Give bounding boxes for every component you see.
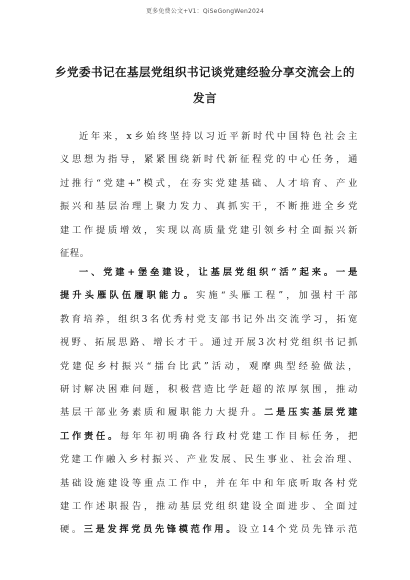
body-text: 硬。 [60,524,84,536]
subheading-1: 提升头雁队伍履职能力。 [60,290,197,302]
intro-line: 振兴和基层治理上聚力发力、真抓实干，不断推进全乡党 [60,201,358,213]
intro-line: 建工作提质增效，实现以高质量党建引领乡村全面振兴新 [60,224,358,236]
body-line [60,425,358,448]
body-line [60,401,358,424]
body-line [60,284,358,307]
subheading-3: 三是发挥党员先锋模范作用。 [83,524,239,536]
body-text: 基层干部业务素质和履职能力大提升。 [60,407,265,419]
document-title-line-1: 乡党委书记在基层党组织书记谈党建经验分享交流会上的 [55,65,355,79]
subheading-2: 二是压实基层党建 [264,407,358,419]
body-text: 实施“头雁工程”，加强村干部 [196,290,358,302]
intro-line: 近年来，x乡始终坚持以习近平新时代中国特色社会主 [79,131,358,142]
body-line: 党建促乡村振兴“擂台比武”活动，观摩典型经验做法， [60,360,358,372]
body-line: 教育培养，组织3名优秀村党支部书记外出交流学习，拓宽 [60,313,358,325]
intro-line: 义思想为指导，紧紧围绕新时代新征程党的中心任务，通 [60,154,358,166]
section-1-heading: 一、党建+堡垒建设，让基层党组织“活”起来。一是 [79,267,358,278]
intro-paragraph [60,125,358,265]
body-line: 建工作述职报告，推动基层党组织建设全面进步、全面过 [60,500,358,512]
intro-line: 过推行“党建+”模式，在夯实党建基础、人才培育、产业 [60,177,358,189]
section-1-paragraph [60,261,358,542]
body-line: 党建工作融入乡村振兴、产业发展、民生事业、社会治理、 [60,454,358,466]
body-line: 研讨解决困难问题，积极营造比学赶超的浓厚氛围，推动 [60,383,358,395]
header-watermark: 更多免费公文+V1：QiSeGongWen2024 [145,8,265,15]
document-title-line-2: 发言 [193,91,217,105]
body-text: 设立14个党员先锋示范 [238,524,358,536]
body-line: 视野、拓展思路、增长才干。通过开展3次村党组织书记抓 [60,337,358,349]
body-line: 基础设施建设等重点工作中，并在年中和年底听取各村党 [60,477,358,489]
body-text: 每年年初明确各行政村党建工作目标任务，把 [120,430,358,442]
subheading-2-cont: 工作责任。 [60,430,121,442]
body-line [60,518,358,541]
intro-line: 征程。 [60,247,90,259]
